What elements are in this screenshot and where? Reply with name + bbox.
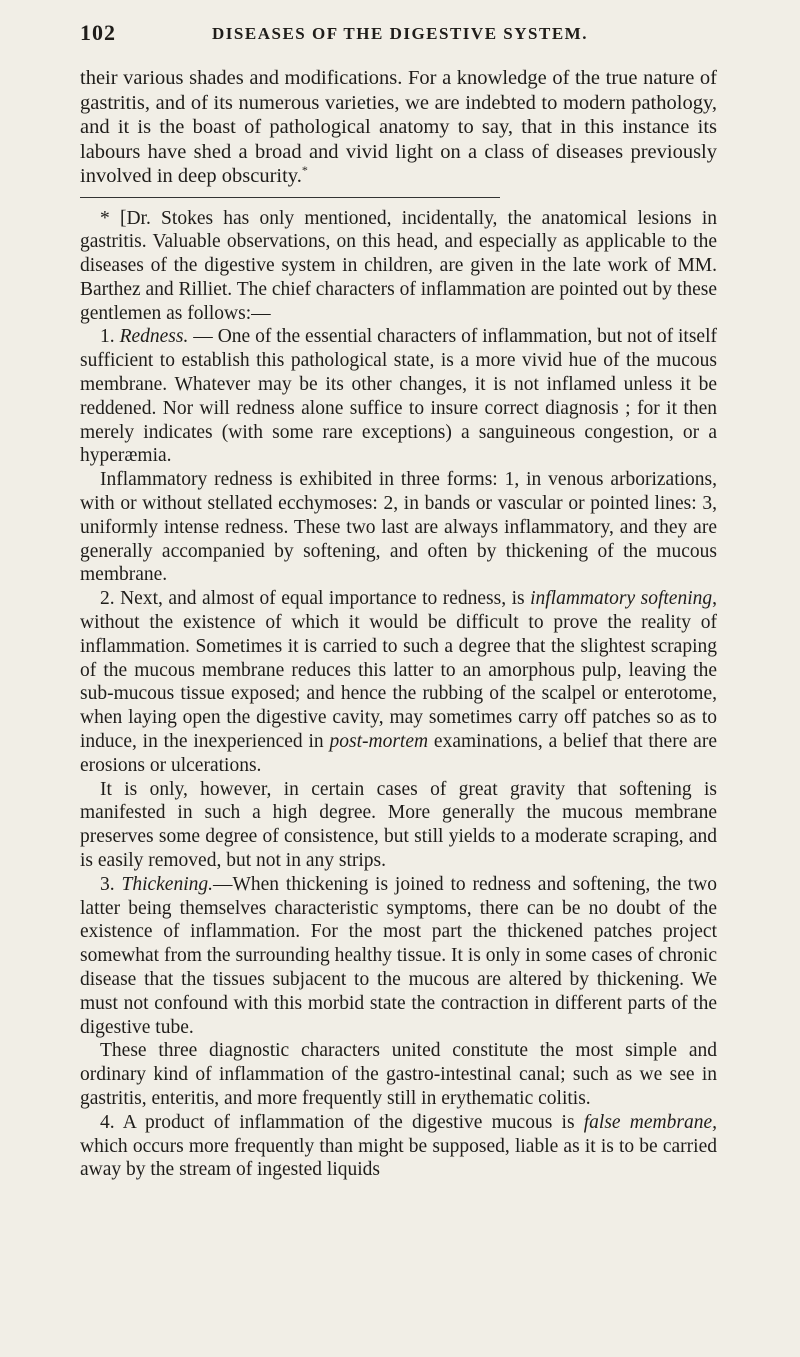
term-false-membrane: false membrane,: [583, 1111, 717, 1133]
footnote-item-softening: 2. Next, and almost of equal importance to redness, is inflammatory softening, without the existence of which it would be difficult to prove the reality of inflammation. Sometimes it is carried to such a degree that the slightest scraping of the mucous membrane reduces this latter to an amorphous pulp, leaving the sub-mucous tissue exposed; and hence the rubbing of the scalpel or enterotome, when laying open the digestive cavity, may sometimes carry off patches so as to induce, in the inexperienced in post-mortem examinations, a belief that there are erosions or ulcerations.: [80, 588, 717, 776]
page-content: [80, 66, 717, 1182]
term-redness: Redness.: [119, 326, 189, 348]
footnote-intro: * [Dr. Stokes has only mentioned, incidentally, the anatomical lesions in gastritis. Valuable observations, on this head, and especially as applicable to the diseases of the digestive system in children, are given in the late work of MM. Barthez and Rilliet. The chief characters of inflammation are pointed out by these gentlemen as follows:—: [80, 207, 717, 324]
term-thickening: Thickening.: [121, 873, 213, 895]
footnote: [80, 207, 717, 1183]
main-text: [80, 66, 717, 189]
footnote-item-thickening: 3. Thickening.—When thickening is joined to redness and softening, the two latter being themselves characteristic symptoms, there can be no doubt of the existence of inflammation. For the most part the thickened patches project somewhat from the surrounding healthy tissue. It is only in some cases of chronic disease that the tissues subjacent to the mucous are altered by thickening. We must not confound with this morbid state the contraction in different parts of the digestive tube.: [80, 873, 717, 1038]
footnote-paragraph: These three diagnostic characters united constitute the most simple and ordinary kind of inflammation of the gastro-intestinal canal; such as we see in gastritis, enteritis, and more frequently still in erythematic colitis.: [80, 1040, 717, 1109]
page-header: [80, 20, 720, 60]
running-head: DISEASES OF THE DIGESTIVE SYSTEM.: [212, 24, 588, 43]
page-number: 102: [80, 20, 116, 45]
term-post-mortem: post-mortem: [329, 731, 429, 753]
footnote-paragraph: It is only, however, in certain cases of great gravity that softening is manifested in such a high degree. More generally the mucous membrane preserves some degree of consistence, but still yields to a moderate scraping, and is easily removed, but not in any strips.: [80, 778, 717, 872]
footnote-item-false-membrane: 4. A product of inflammation of the digestive mucous is false membrane, which occurs more frequently than might be supposed, liable as it is to be carried away by the stream of ingested liquids: [80, 1111, 717, 1181]
footnote-rule: [80, 197, 500, 198]
footnote-paragraph: Inflammatory redness is exhibited in three forms: 1, in venous arborizations, with or without stellated ecchymoses: 2, in bands or vascular or pointed lines: 3, uniformly intense redness. These two last are always inflammatory, and they are generally accompanied by softening, and often by thickening of the mucous membrane.: [80, 469, 717, 586]
term-softening: inflammatory softening: [530, 588, 713, 610]
main-paragraph: their various shades and modifications. For a knowledge of the true nature of gastritis, and of its numerous varieties, we are indebted to modern pathology, and it is the boast of pathological anatomy to say, that in this instance its labours have shed a broad and vivid light on a class of diseases previously involved in deep obscurity.*: [80, 67, 717, 187]
footnote-marker: *: [301, 163, 308, 178]
footnote-item-redness: 1. Redness. — One of the essential characters of inflammation, but not of itself sufficient to establish this pathological state, is a more vivid hue of the mucous membrane. Whatever may be its other changes, it is not inflamed unless it be reddened. Nor will redness alone suffice to insure correct diagnosis ; for it then merely indicates (with some rare exceptions) a sanguineous congestion, or a hyperæmia.: [80, 326, 718, 467]
